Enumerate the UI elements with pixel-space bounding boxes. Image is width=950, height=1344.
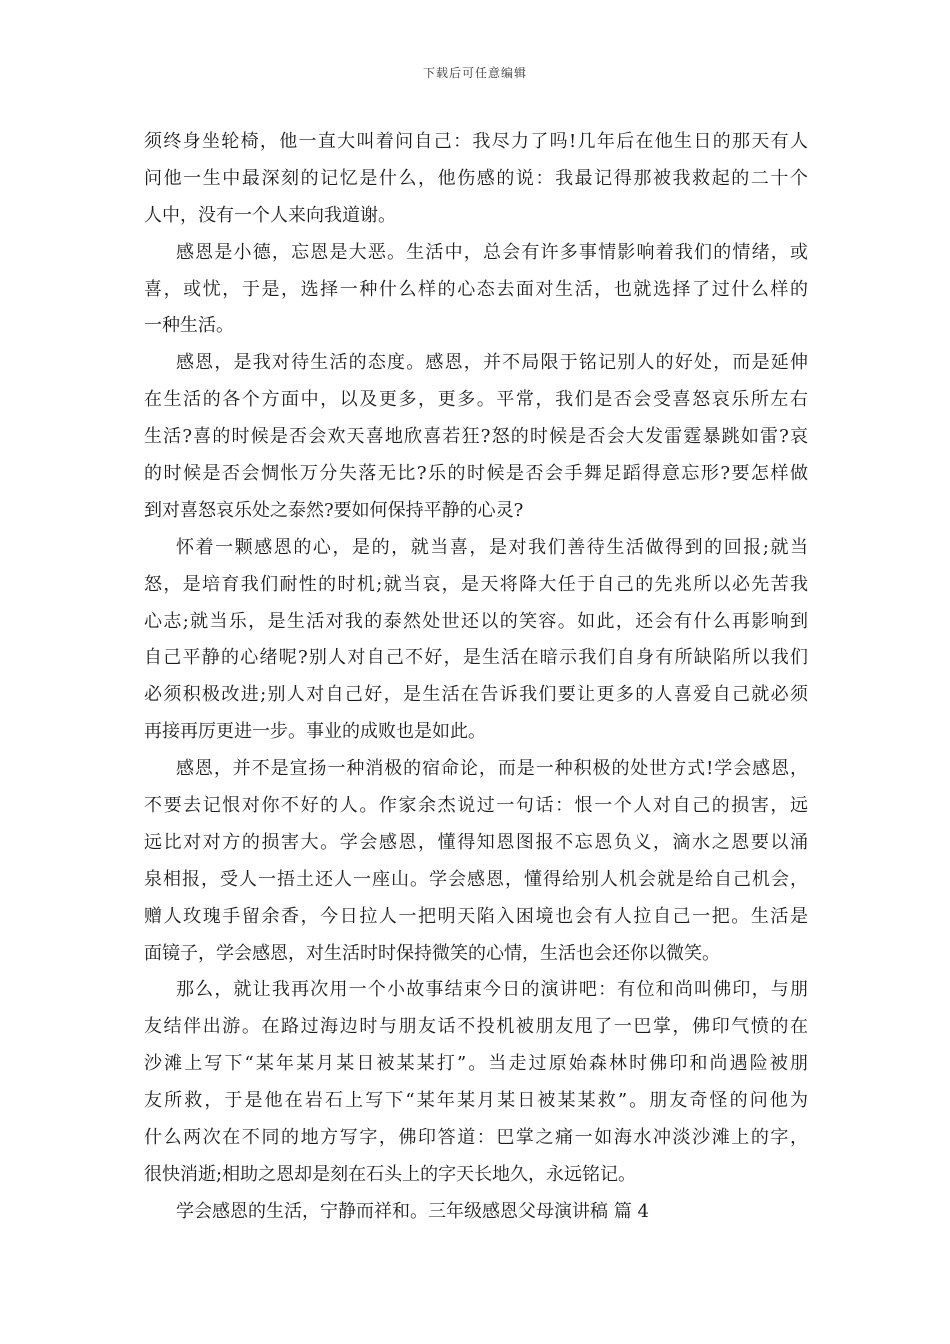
text-line: 友结伴出游。在路过海边时与朋友话不投机被朋友甩了一巴掌，佛印气愤的在: [144, 1016, 808, 1038]
text-line: 感恩是小德，忘恩是大恶。生活中，总会有许多事情影响着我们的情绪，或: [176, 241, 808, 263]
text-line: 在生活的各个方面中，以及更多，更多。平常，我们是否会受喜怒哀乐所左右: [144, 389, 808, 411]
text-line: 怒，是培育我们耐性的时机;就当哀，是天将降大任于自己的先兆所以必先苦我: [144, 573, 808, 595]
text-line: 不要去记恨对你不好的人。作家余杰说过一句话：恨一个人对自己的损害，远: [144, 795, 808, 817]
text-line: 感恩，是我对待生活的态度。感恩，并不局限于铭记别人的好处，而是延伸: [176, 352, 808, 374]
text-line: 自己平静的心绪呢?别人对自己不好，是生活在暗示我们自身有所缺陷所以我们: [144, 647, 808, 669]
text-line: 喜，或忧，于是，选择一种什么样的心态去面对生活，也就选择了过什么样的: [144, 278, 808, 300]
text-line: 人中，没有一个人来向我道谢。: [144, 204, 396, 226]
text-line: 赠人玫瑰手留余香，今日拉人一把明天陷入困境也会有人拉自己一把。生活是: [144, 905, 808, 927]
paragraph: [144, 124, 808, 235]
text-line: 那么，就让我再次用一个小故事结束今日的演讲吧：有位和尚叫佛印，与朋: [176, 979, 808, 1001]
text-line: 问他一生中最深刻的记忆是什么，他伤感的说：我最记得那被我救起的二十个: [144, 167, 808, 189]
page-header: 下载后可任意编辑: [422, 66, 527, 80]
text-line: 泉相报，受人一捂土还人一座山。学会感恩，懂得给别人机会就是给自己机会，: [144, 868, 808, 890]
text-line: 到对喜怒哀乐处之泰然?要如何保持平静的心灵?: [144, 499, 524, 521]
text-line: 怀着一颗感恩的心，是的，就当喜，是对我们善待生活做得到的回报;就当: [176, 536, 808, 558]
text-line: 远比对对方的损害大。学会感恩，懂得知恩图报不忘恩负义，滴水之恩要以涌: [144, 831, 808, 853]
text-line: 沙滩上写下“某年某月某日被某某打”。当走过原始森林时佛印和尚遇险被朋: [144, 1053, 808, 1075]
text-line: 的时候是否会惆怅万分失落无比?乐的时候是否会手舞足蹈得意忘形?要怎样做: [144, 463, 808, 485]
text-line: 友所救，于是他在岩石上写下“某年某月某日被某某救”。朋友奇怪的问他为: [144, 1090, 808, 1112]
document-body: [144, 124, 808, 1231]
paragraph: [144, 972, 808, 1193]
text-line: 一种生活。: [144, 315, 234, 337]
paragraph: [144, 345, 808, 529]
paragraph: [144, 530, 808, 751]
paragraph: [144, 751, 808, 972]
text-line: 感恩，并不是宣扬一种消极的宿命论，而是一种积极的处世方式!学会感恩，: [176, 758, 808, 780]
paragraph: [144, 1194, 808, 1231]
text-line: 心志;就当乐，是生活对我的泰然处世还以的笑容。如此，还会有什么再影响到: [144, 610, 808, 632]
text-line: 生活?喜的时候是否会欢天喜地欣喜若狂?怒的时候是否会大发雷霆暴跳如雷?哀: [144, 426, 808, 448]
paragraph: [144, 235, 808, 346]
text-line: 很快消逝;相助之恩却是刻在石头上的字天长地久，永远铭记。: [144, 1163, 637, 1185]
text-line: 面镜子，学会感恩，对生活时时保持微笑的心情，生活也会还你以微笑。: [144, 942, 720, 964]
text-line: 须终身坐轮椅，他一直大叫着问自己：我尽力了吗!几年后在他生日的那天有人: [144, 131, 808, 152]
text-line: 必须积极改进;别人对自己好，是生活在告诉我们要让更多的人喜爱自己就必须: [144, 684, 808, 706]
text-line: 学会感恩的生活，宁静而祥和。三年级感恩父母演讲稿 篇 4: [176, 1200, 649, 1222]
text-line: 再接再厉更进一步。事业的成败也是如此。: [144, 721, 486, 743]
text-line: 什么两次在不同的地方写字，佛印答道：巴掌之痛一如海水冲淡沙滩上的字，: [144, 1127, 808, 1149]
